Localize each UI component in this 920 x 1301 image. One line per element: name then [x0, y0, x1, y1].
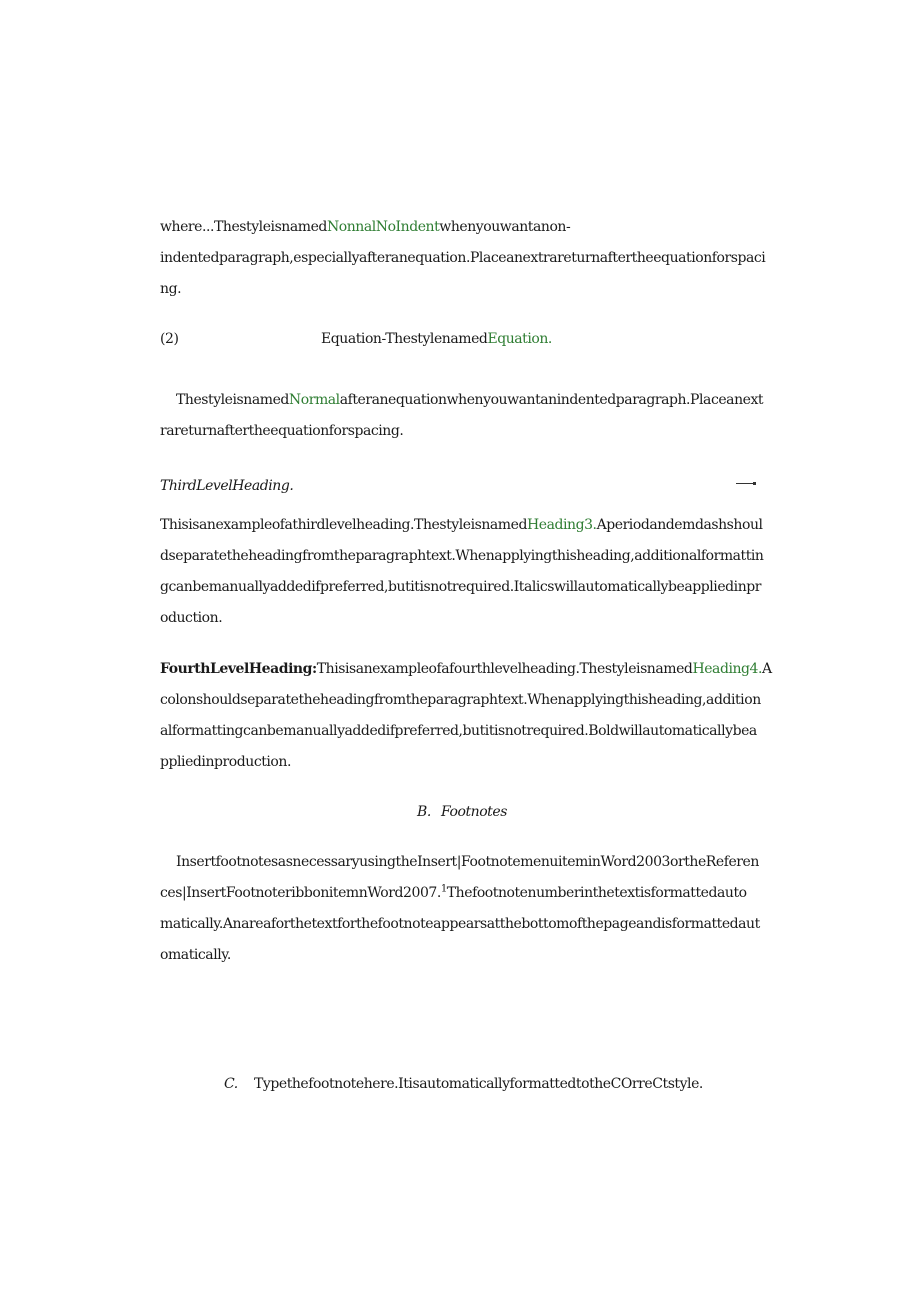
style-name: Equation.	[487, 331, 552, 347]
equation-text	[321, 331, 552, 347]
text-line: InsertfootnotesasnecessaryusingtheInsert|FootnotemenuiteminWord2003ortheReferen	[176, 854, 759, 870]
fourth-level-heading: FourthLevelHeading:	[160, 661, 317, 677]
text-run: Thefootnotenumberinthetextisformattedauto	[446, 885, 747, 901]
text-line	[160, 219, 570, 235]
text-line: gcanbemanuallyaddedifpreferred,butitisnotrequired.Italicswillautomaticallybeappliedinpr	[160, 579, 762, 595]
text-run: Thestyleisnamed	[176, 392, 289, 408]
section-letter: B.	[417, 804, 431, 820]
text-run: where...Thestyleisnamed	[160, 219, 327, 235]
text-run: afteranequationwhenyouwantanindentedparagraph.Placeanext	[339, 392, 764, 408]
section-title-footnotes: Footnotes	[441, 804, 507, 820]
text-line	[160, 517, 763, 533]
footnote-letter: C.	[224, 1076, 238, 1092]
text-run: whenyouwantanon-	[439, 219, 571, 235]
text-line: matically.Anareaforthetextforthefootnoteappearsatthebottomofthepageandisformattedaut	[160, 916, 760, 932]
style-name: Normal	[288, 392, 340, 408]
text-line: ng.	[160, 281, 182, 297]
text-run: A	[762, 661, 772, 677]
text-run: Thisisanexampleofafourthlevelheading.Thestyleisnamed	[316, 661, 693, 677]
text-line: dseparatetheheadingfromtheparagraphtext.Whenapplyingthisheading,additionalformattin	[160, 548, 764, 564]
text-line: rareturnaftertheequationforspacing.	[160, 423, 404, 439]
equation-number: (2)	[160, 331, 179, 347]
text-run: Equation-Thestylenamed	[321, 331, 488, 347]
style-name: NonnalNoIndent	[326, 219, 440, 235]
text-run: ces|InsertFootnoteribbonitemnWord2007.	[160, 885, 441, 901]
text-line: omatically.	[160, 947, 231, 963]
footnote-text: Typethefootnotehere.ItisautomaticallyformattedtotheCOrreCtstyle.	[254, 1076, 703, 1092]
text-line: ppliedinproduction.	[160, 754, 291, 770]
text-line: indentedparagraph,especiallyafteranequation.Placeanextrareturnaftertheequationforspaci	[160, 250, 766, 266]
text-line: oduction.	[160, 610, 223, 626]
text-line: colonshouldseparatetheheadingfromtheparagraphtext.Whenapplyingthisheading,addition	[160, 692, 761, 708]
third-level-heading: ThirdLevelHeading.	[160, 478, 294, 494]
style-name: Heading4.	[692, 661, 763, 677]
text-run: Thisisanexampleofathirdlevelheading.Thestyleisnamed	[160, 517, 527, 533]
text-run: Aperiodandemdashshoul	[596, 517, 763, 533]
text-line	[160, 661, 772, 677]
em-dash-mark	[736, 483, 754, 484]
text-line: alformattingcanbemanuallyaddedifpreferred,butitisnotrequired.Boldwillautomaticallybea	[160, 723, 757, 739]
text-line	[160, 885, 747, 901]
text-line	[176, 392, 763, 408]
footnote-reference[interactable]: 1	[440, 883, 447, 895]
style-name: Heading3.	[526, 517, 597, 533]
